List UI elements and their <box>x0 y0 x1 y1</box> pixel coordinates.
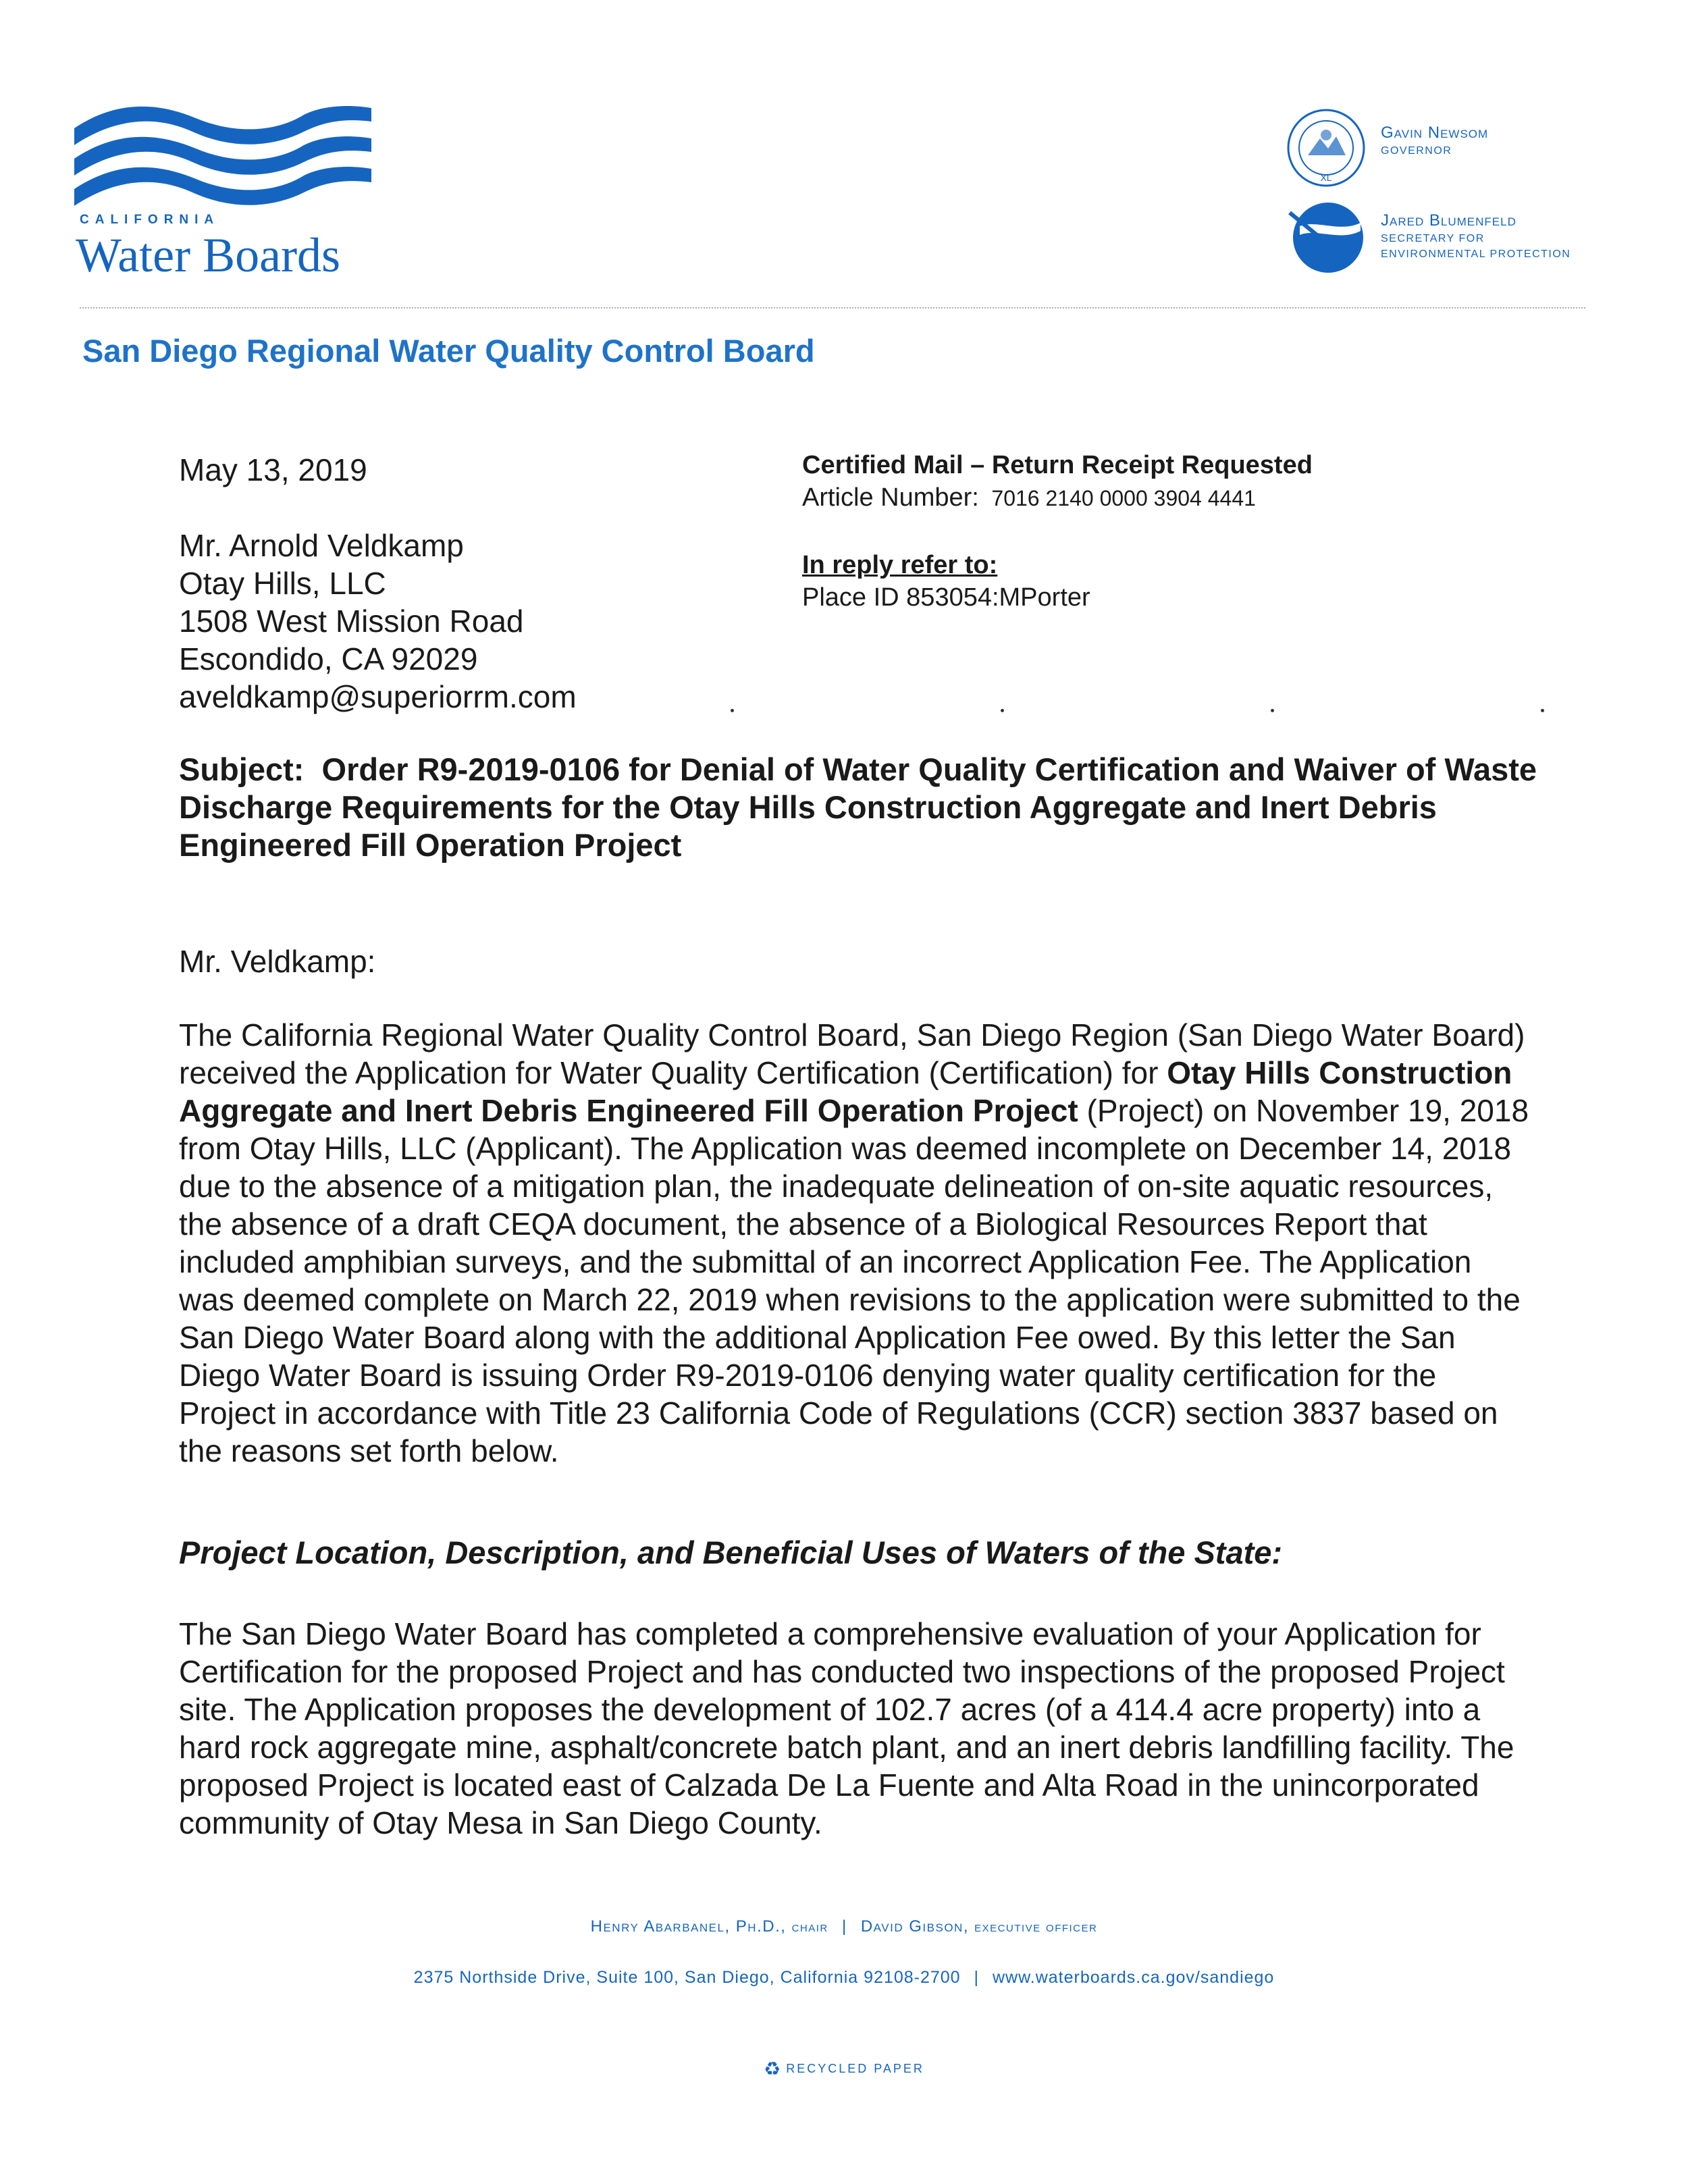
article-label: Article Number: <box>802 483 979 512</box>
recycle-icon: ♻ <box>764 2058 781 2079</box>
secretary-title-line2: ENVIRONMENTAL PROTECTION <box>1381 248 1571 260</box>
secretary-name: Jared Blumenfeld <box>1381 211 1516 230</box>
footer-contact <box>0 1968 1688 1988</box>
officer-name: David Gibson, <box>860 1917 969 1936</box>
project-name: Otay Hills Construction Aggregate and Inert Debris Engineered Fill Operation Project <box>179 1055 1512 1128</box>
subject-label: Subject: <box>179 751 305 787</box>
footer-officials <box>0 1917 1688 1936</box>
recipient-name: Mr. Arnold Veldkamp <box>179 528 464 563</box>
board-name: San Diego Regional Water Quality Control Board <box>82 333 815 369</box>
footer-separator: | <box>841 1917 847 1936</box>
subject-line <box>179 751 1563 864</box>
calepa-logo-icon <box>1286 196 1366 275</box>
governor-title: GOVERNOR <box>1381 145 1452 157</box>
reply-reference <box>802 549 1090 614</box>
california-state-seal-icon <box>1286 108 1366 188</box>
mailing-info <box>802 449 1313 514</box>
reply-value: Place ID 853054:MPorter <box>802 583 1090 612</box>
seal-label: XL <box>1320 172 1332 183</box>
recipient-block <box>179 527 577 716</box>
letter-date: May 13, 2019 <box>179 452 367 487</box>
article-number: 7016 2140 0000 3904 4441 <box>991 486 1256 510</box>
recycled-paper-note <box>0 2058 1688 2080</box>
logo-caption: CALIFORNIA <box>80 213 220 227</box>
subject-text: Order R9-2019-0106 for Denial of Water Quality Certification and Waiver of Waste Discharge Requirements for the Otay Hills Construction Aggregate and Inert Debris Engineered Fill Operation Project <box>179 751 1537 863</box>
chair-role: chair <box>791 1919 828 1935</box>
secretary-title-line1: SECRETARY FOR <box>1381 233 1485 244</box>
scan-dot <box>1271 709 1274 712</box>
recipient-city: Escondido, CA 92029 <box>179 641 478 676</box>
chair-name: Henry Abarbanel, Ph.D., <box>590 1917 787 1936</box>
logo-title: Water Boards <box>76 228 341 282</box>
recipient-street: 1508 West Mission Road <box>179 604 524 639</box>
mail-type: Certified Mail – Return Receipt Requested <box>802 451 1313 479</box>
reply-label: In reply refer to: <box>802 551 998 579</box>
paragraph-1-body: (Project) on November 19, 2018 from Otay Hills, LLC (Applicant). The Application was deemed incomplete on December 14, 2018 due to the absence of a mitigation plan, the inadequate delineation of on-site aquatic resources, the absence of a draft CEQA document, the absence of a Biological Resources Report that included amphibian surveys, and the submittal of an incorrect Application Fee. The Application was deemed complete on March 22, 2019 when revisions to the application were submitted to the San Diego Water Board along with the additional Application Fee owed. By this letter the San Diego Water Board is issuing Order R9-2019-0106 denying water quality certification for the Project in accordance with Title 23 California Code of Regulations (CCR) section 3837 based on the reasons set forth below. <box>179 1093 1529 1468</box>
scan-dot <box>1541 709 1544 712</box>
officer-role: executive officer <box>974 1919 1098 1935</box>
footer-website[interactable]: www.waterboards.ca.gov/sandiego <box>993 1968 1275 1987</box>
paragraph-1 <box>179 1016 1529 1470</box>
recipient-company: Otay Hills, LLC <box>179 566 386 601</box>
scan-dot <box>1001 709 1004 712</box>
recipient-email: aveldkamp@superiorrm.com <box>179 679 577 714</box>
salutation: Mr. Veldkamp: <box>179 944 376 979</box>
paragraph-2: The San Diego Water Board has completed a comprehensive evaluation of your Application for Certification for the proposed Project and has conducted two inspections of the proposed Project site. The Application proposes the development of 102.7 acres (of a 414.4 acre property) into a hard rock aggregate mine, asphalt/concrete batch plant, and an inert debris landfilling facility. The proposed Project is located east of Calzada De La Fuente and Alta Road in the unincorporated community of Otay Mesa in San Diego County. <box>179 1616 1514 1840</box>
header-divider <box>80 307 1585 309</box>
footer-separator: | <box>974 1968 980 1987</box>
water-boards-wave-logo <box>74 101 371 209</box>
section-heading: Project Location, Description, and Beneficial Uses of Waters of the State: <box>179 1535 1283 1570</box>
governor-name: Gavin Newsom <box>1381 124 1489 142</box>
recycled-label: RECYCLED PAPER <box>786 2062 924 2075</box>
footer-address: 2375 Northside Drive, Suite 100, San Diego, California 92108-2700 <box>413 1968 961 1987</box>
paragraph-1-intro: The California Regional Water Quality Control Board, San Diego Region (San Diego Water Board) received the Application for Water Quality Certification (Certification) for <box>179 1017 1525 1090</box>
scan-dot <box>731 709 734 712</box>
